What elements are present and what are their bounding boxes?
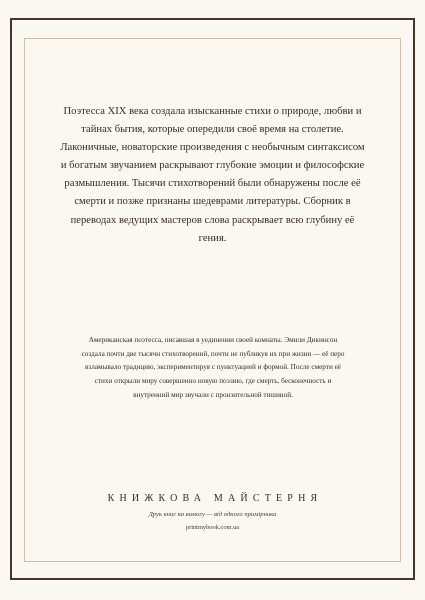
book-description: Поэтесса XIX века создала изысканные стихи о природе, любви и тайнах бытия, которые опередили своё время на столетие. Лаконичные, новаторские произведения с необычным синтаксисом и богатым звучанием раскрывают глубокие эмоции и философские размышления. Тысячи стихотворений были обнаружены после её смерти и позже признаны шедеврами литературы. Сборник в переводах ведущих мастеров слова раскрывает всю глубину её гения.	[60, 106, 365, 244]
publisher-name: КНИЖКОВА МАЙСТЕРНЯ	[107, 493, 323, 504]
author-bio: Американская поэтесса, писавшая в уединении своей комнаты. Эмили Дикинсон создала почти две тысячи стихотворений, почти не публикуя их при жизни — её перо взламывало традицию, экспериментируя с пунктуацией и формой. После смерти её стихи открыли миру совершенно новую поэзию, где смерть, бесконечность и внутренний мир звучали с пронзительной тишиной.	[81, 336, 345, 399]
publisher-url: printmybook.com.ua	[185, 524, 240, 531]
publisher-tagline: Друк книг на вимогу — від одного примірника	[148, 511, 277, 518]
